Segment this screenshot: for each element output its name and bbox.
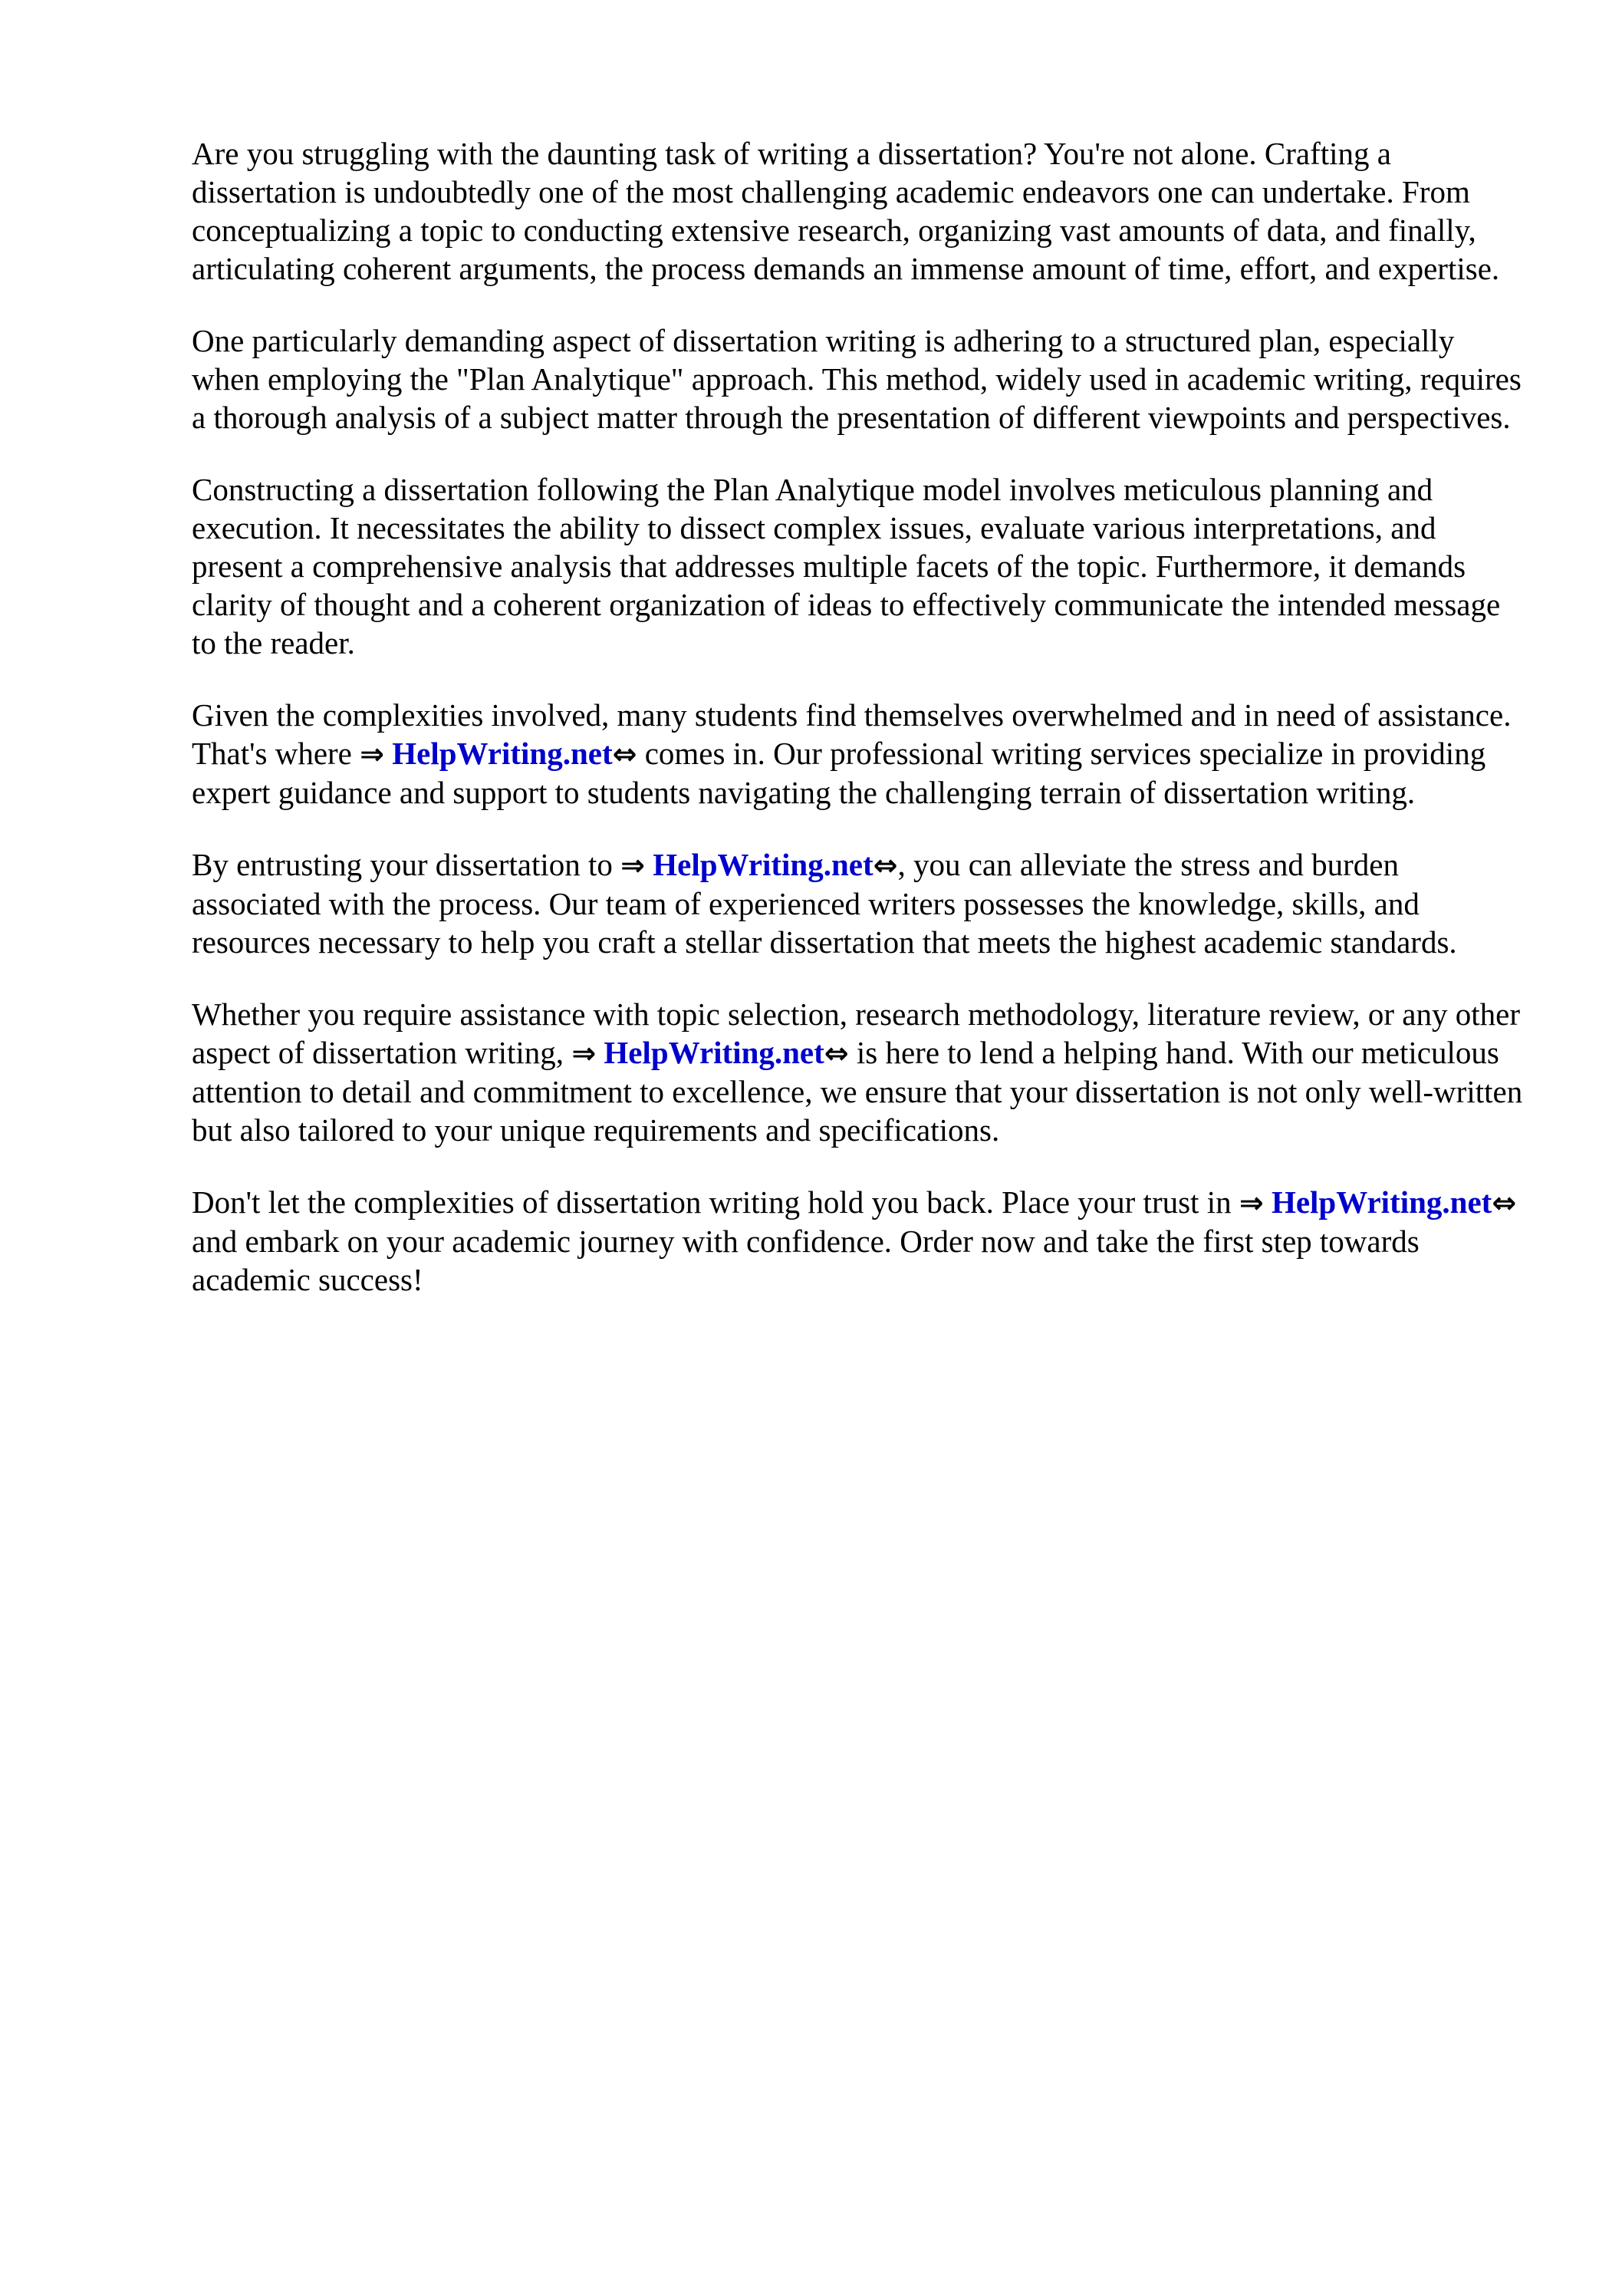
- arrow-right-icon: ⇒: [620, 848, 645, 882]
- arrow-both-icon: ⇔: [1492, 1186, 1517, 1220]
- paragraph-text-before: Whether you require assistance with topic selection, research methodology, literature review, or any other aspect of dissertation writing,: [192, 996, 1520, 1070]
- paragraph-text-before: Don't let the complexities of dissertation writing hold you back. Place your trust in: [192, 1184, 1239, 1220]
- paragraph-text-after: is here to lend a helping hand. With our meticulous attention to detail and commitment to excellence, we ensure that your dissertation is not only well-written but also tailored to your unique requirements and specifications.: [192, 1035, 1523, 1148]
- arrow-right-icon: ⇒: [571, 1036, 597, 1070]
- arrow-both-icon: ⇔: [824, 1036, 849, 1070]
- arrow-right-icon: ⇒: [1239, 1186, 1264, 1220]
- helpwriting-link[interactable]: HelpWriting.net: [604, 1035, 824, 1070]
- paragraph-closing: [192, 1183, 1526, 1299]
- paragraph-text-before: By entrusting your dissertation to: [192, 847, 621, 882]
- paragraph-whether: [192, 995, 1526, 1149]
- helpwriting-link[interactable]: HelpWriting.net: [1271, 1184, 1492, 1220]
- paragraph-entrusting: [192, 845, 1526, 961]
- paragraph-text-after: , you can alleviate the stress and burden associated with the process. Our team of experienced writers possesses the knowledge, skills, and resources necessary to help you craft a stellar dissertation that meets the highest academic standards.: [192, 847, 1457, 960]
- paragraph-text-before: Given the complexities involved, many students find themselves overwhelmed and in need of assistance. That's where: [192, 697, 1512, 771]
- paragraph-constructing: Constructing a dissertation following the Plan Analytique model involves meticulous planning and execution. It necessitates the ability to dissect complex issues, evaluate various interpretations, and present a comprehensive analysis that addresses multiple facets of the topic. Furthermore, it demands clarity of thought and a coherent organization of ideas to effectively communicate the intended message to the reader.: [192, 472, 1501, 660]
- document-body: [192, 134, 1526, 1332]
- paragraph-assistance: [192, 696, 1526, 812]
- arrow-both-icon: ⇔: [873, 848, 898, 882]
- arrow-right-icon: ⇒: [360, 737, 384, 771]
- helpwriting-link[interactable]: HelpWriting.net: [653, 847, 874, 882]
- paragraph-text-after: comes in. Our professional writing services specialize in providing expert guidance and support to students navigating the challenging terrain of dissertation writing.: [192, 736, 1486, 810]
- helpwriting-link[interactable]: HelpWriting.net: [392, 736, 613, 771]
- paragraph-plan-analytique: One particularly demanding aspect of dissertation writing is adhering to a structured plan, especially when employing the "Plan Analytique" approach. This method, widely used in academic writing, requires a thorough analysis of a subject matter through the presentation of different viewpoints and perspectives.: [192, 323, 1522, 435]
- paragraph-intro: Are you struggling with the daunting task of writing a dissertation? You're not alone. Crafting a dissertation is undoubtedly one of the most challenging academic endeavors one can undertake. From conceptualizing a topic to conducting extensive research, organizing vast amounts of data, and finally, articulating coherent arguments, the process demands an immense amount of time, effort, and expertise.: [192, 136, 1500, 286]
- arrow-both-icon: ⇔: [612, 737, 637, 771]
- paragraph-text-after: and embark on your academic journey with confidence. Order now and take the first step towards academic success!: [192, 1224, 1420, 1297]
